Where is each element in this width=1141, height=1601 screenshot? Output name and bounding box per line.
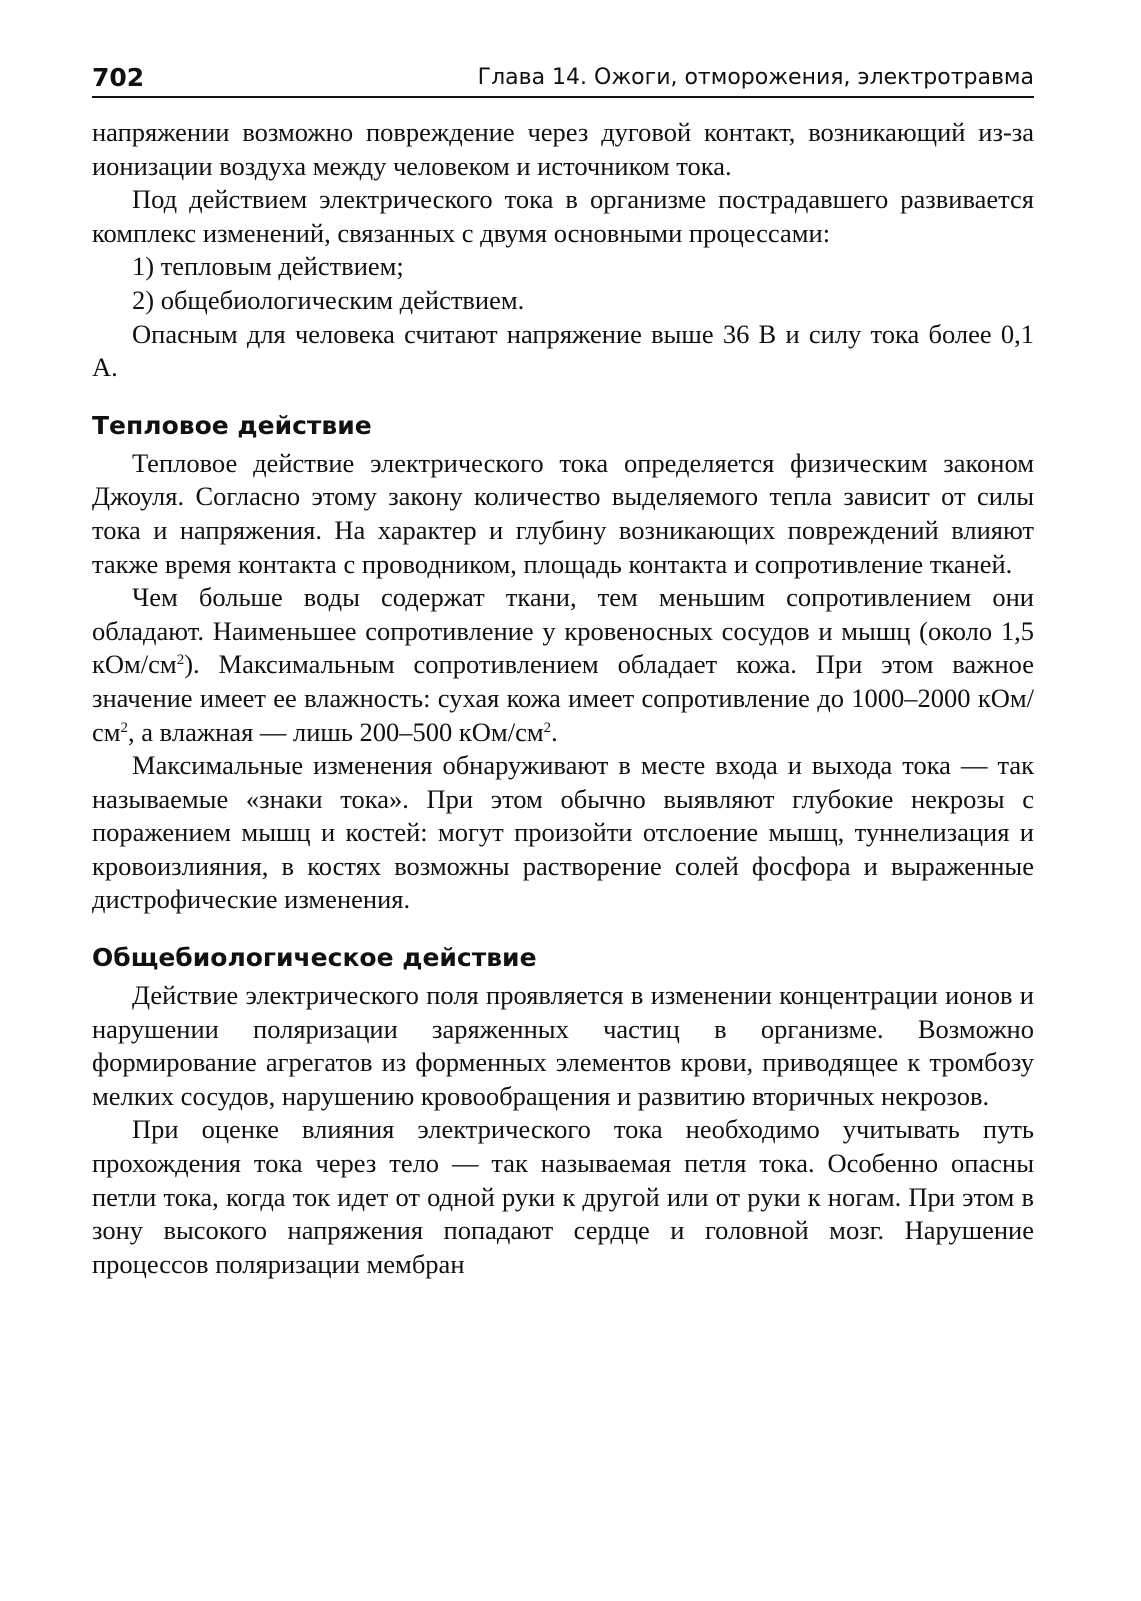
list-item: 2) общебиологическим действием. <box>132 284 525 315</box>
section-heading: Общебиологическое действие <box>92 943 537 973</box>
paragraph: Опасным для человека считают напряжение выше 36 В и силу тока более 0,1 А. <box>92 318 1034 383</box>
text-run: Чем больше воды содержат ткани, тем меньшим сопротивлением они обладают. Наименьшее сопротивление у кровеносных сосудов и мышц (около 1,5 кОм/см <box>92 582 1034 680</box>
paragraph: При оценке влияния электрического тока необходимо учитывать путь прохождения тока через тело — так называемая петля тока. Особенно опасны петли тока, когда ток идет от одной руки к другой или от руки к ногам. При этом в зону высокого напряжения попадают сердце и головной мозг. Нарушение процессов поляризации мембран <box>92 1114 1034 1279</box>
list-item: 1) тепловым действием; <box>132 251 404 282</box>
paragraph <box>92 581 1034 749</box>
superscript: 2 <box>543 719 552 736</box>
book-page <box>92 58 1034 1281</box>
superscript: 2 <box>120 719 129 736</box>
page-body <box>92 116 1034 1281</box>
paragraph: Действие электрического поля проявляется в изменении концентрации ионов и нарушении поляризации заряженных частиц в организме. Возможно формирование агрегатов из форменных элементов крови, приводящее к тромбозу мелких сосудов, нарушению кровообращения и развитию вторичных некрозов. <box>92 980 1034 1111</box>
section-heading: Тепловое действие <box>92 410 372 440</box>
paragraph: Под действием электрического тока в организме пострадавшего развивается комплекс изменений, связанных с двумя основными процессами: <box>92 184 1034 248</box>
page-number: 702 <box>92 63 145 92</box>
running-title: Глава 14. Ожоги, отморожения, электротравма <box>477 65 1034 90</box>
paragraph: Максимальные изменения обнаруживают в месте входа и выхода тока — так называемые «знаки тока». При этом обычно выявляют глубокие некрозы с поражением мышц и костей: могут произойти отслоение мышц, туннелизация и кровоизлияния, в костях возможны растворение солей фосфора и выраженные дистрофические изменения. <box>92 750 1034 915</box>
numbered-list <box>92 250 1034 317</box>
text-run: . <box>551 716 558 747</box>
page-header <box>92 58 1034 98</box>
superscript: 2 <box>176 652 185 669</box>
text-run: , а влажная — лишь 200–500 кОм/см <box>128 716 544 747</box>
text-run: ). Максимальным сопротивлением обладает кожа. При этом важное значение имеет ее влажность: сухая кожа имеет сопротивление до 1000–2000 кОм/см <box>92 649 1034 747</box>
paragraph: Тепловое действие электрического тока определяется физическим законом Джоуля. Согласно этому закону количество выделяемого тепла зависит от силы тока и напряжения. На характер и глубину возникающих повреждений влияют также время контакта с проводником, площадь контакта и сопротивление тканей. <box>92 447 1034 579</box>
paragraph-continued: напряжении возможно повреждение через дуговой контакт, возникающий из-за ионизации воздуха между человеком и источником тока. <box>92 117 1034 181</box>
